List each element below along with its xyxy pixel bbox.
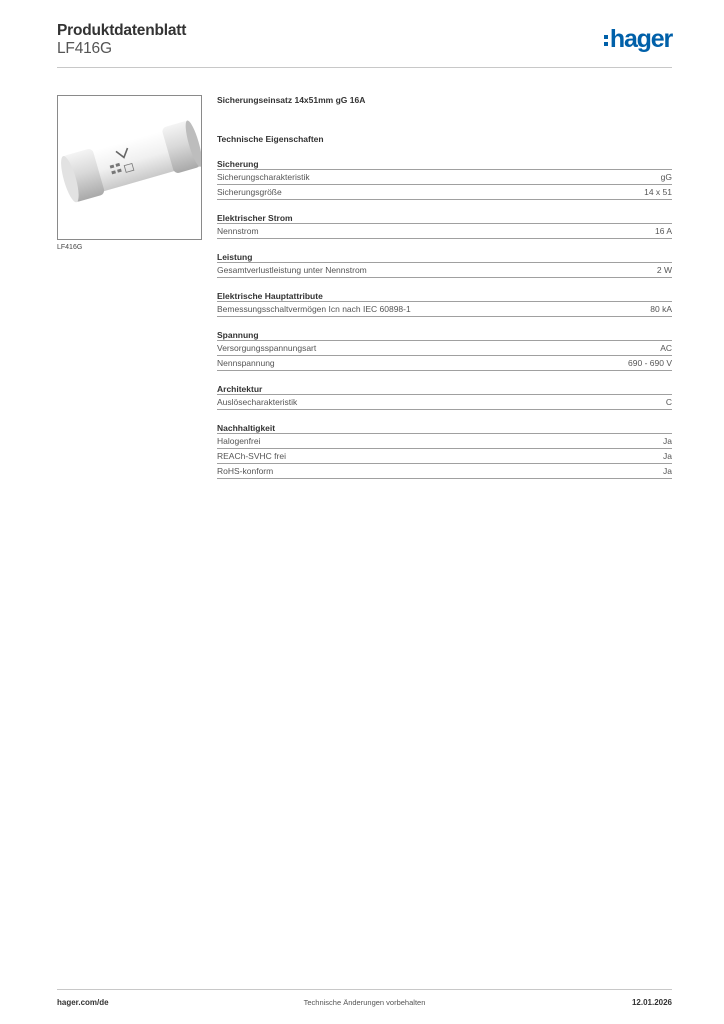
spec-row [217,170,672,185]
spec-section [217,159,672,200]
product-image [57,95,202,240]
spec-value: 14 x 51 [644,187,672,197]
spec-label: Versorgungsspannungsart [217,343,317,353]
spec-row [217,395,672,410]
section-title: Elektrischer Strom [217,213,672,224]
spec-label: Gesamtverlustleistung unter Nennstrom [217,265,367,275]
spec-value: 80 kA [650,304,672,314]
spec-label: RoHS-konform [217,466,274,476]
spec-section [217,252,672,278]
spec-section [217,423,672,479]
spec-label: Sicherungsgröße [217,187,282,197]
spec-value: Ja [663,466,672,476]
spec-value: C [665,397,672,407]
spec-row [217,224,672,239]
spec-value: 690 - 690 V [628,358,672,368]
hager-logo [604,25,672,53]
logo-text: hager [609,24,672,53]
spec-section [217,291,672,317]
section-title: Architektur [217,384,672,395]
spec-sections [217,159,672,479]
spec-value: Ja [663,436,672,446]
logo-dots-icon [604,35,608,46]
spec-row [217,356,672,371]
spec-row [217,263,672,278]
product-name: Sicherungseinsatz 14x51mm gG 16A [217,95,366,105]
section-title: Elektrische Hauptattribute [217,291,672,302]
page-footer [57,989,672,1009]
spec-value: 2 W [656,265,672,275]
document-title: Produktdatenblatt [57,22,187,39]
spec-row [217,185,672,200]
spec-value: 16 A [654,226,672,236]
spec-label: Sicherungscharakteristik [217,172,310,182]
spec-label: Bemessungsschaltvermögen Icn nach IEC 60898-1 [217,304,411,314]
spec-row [217,302,672,317]
footer-date: 12.01.2026 [631,998,672,1007]
spec-section [217,213,672,239]
product-code: LF416G [57,40,112,57]
section-title: Nachhaltigkeit [217,423,672,434]
tech-heading: Technische Eigenschaften [217,134,324,144]
footer-notice: Technische Änderungen vorbehalten [303,998,426,1007]
spec-label: Nennstrom [217,226,259,236]
spec-value: AC [660,343,672,353]
fuse-cartridge-icon [58,96,202,240]
spec-label: Auslösecharakteristik [217,397,298,407]
spec-label: Nennspannung [217,358,275,368]
spec-row [217,341,672,356]
spec-row [217,464,672,479]
spec-label: REACh-SVHC frei [217,451,286,461]
spec-table [217,95,672,479]
spec-row [217,449,672,464]
spec-section [217,330,672,371]
spec-value: Ja [663,451,672,461]
footer-website: hager.com/de [57,998,109,1007]
section-title: Sicherung [217,159,672,170]
spec-section [217,384,672,410]
spec-label: Halogenfrei [217,436,261,446]
section-title: Spannung [217,330,672,341]
page-header [57,20,672,68]
section-title: Leistung [217,252,672,263]
spec-row [217,434,672,449]
spec-value: gG [660,172,672,182]
image-caption: LF416G [57,244,83,251]
